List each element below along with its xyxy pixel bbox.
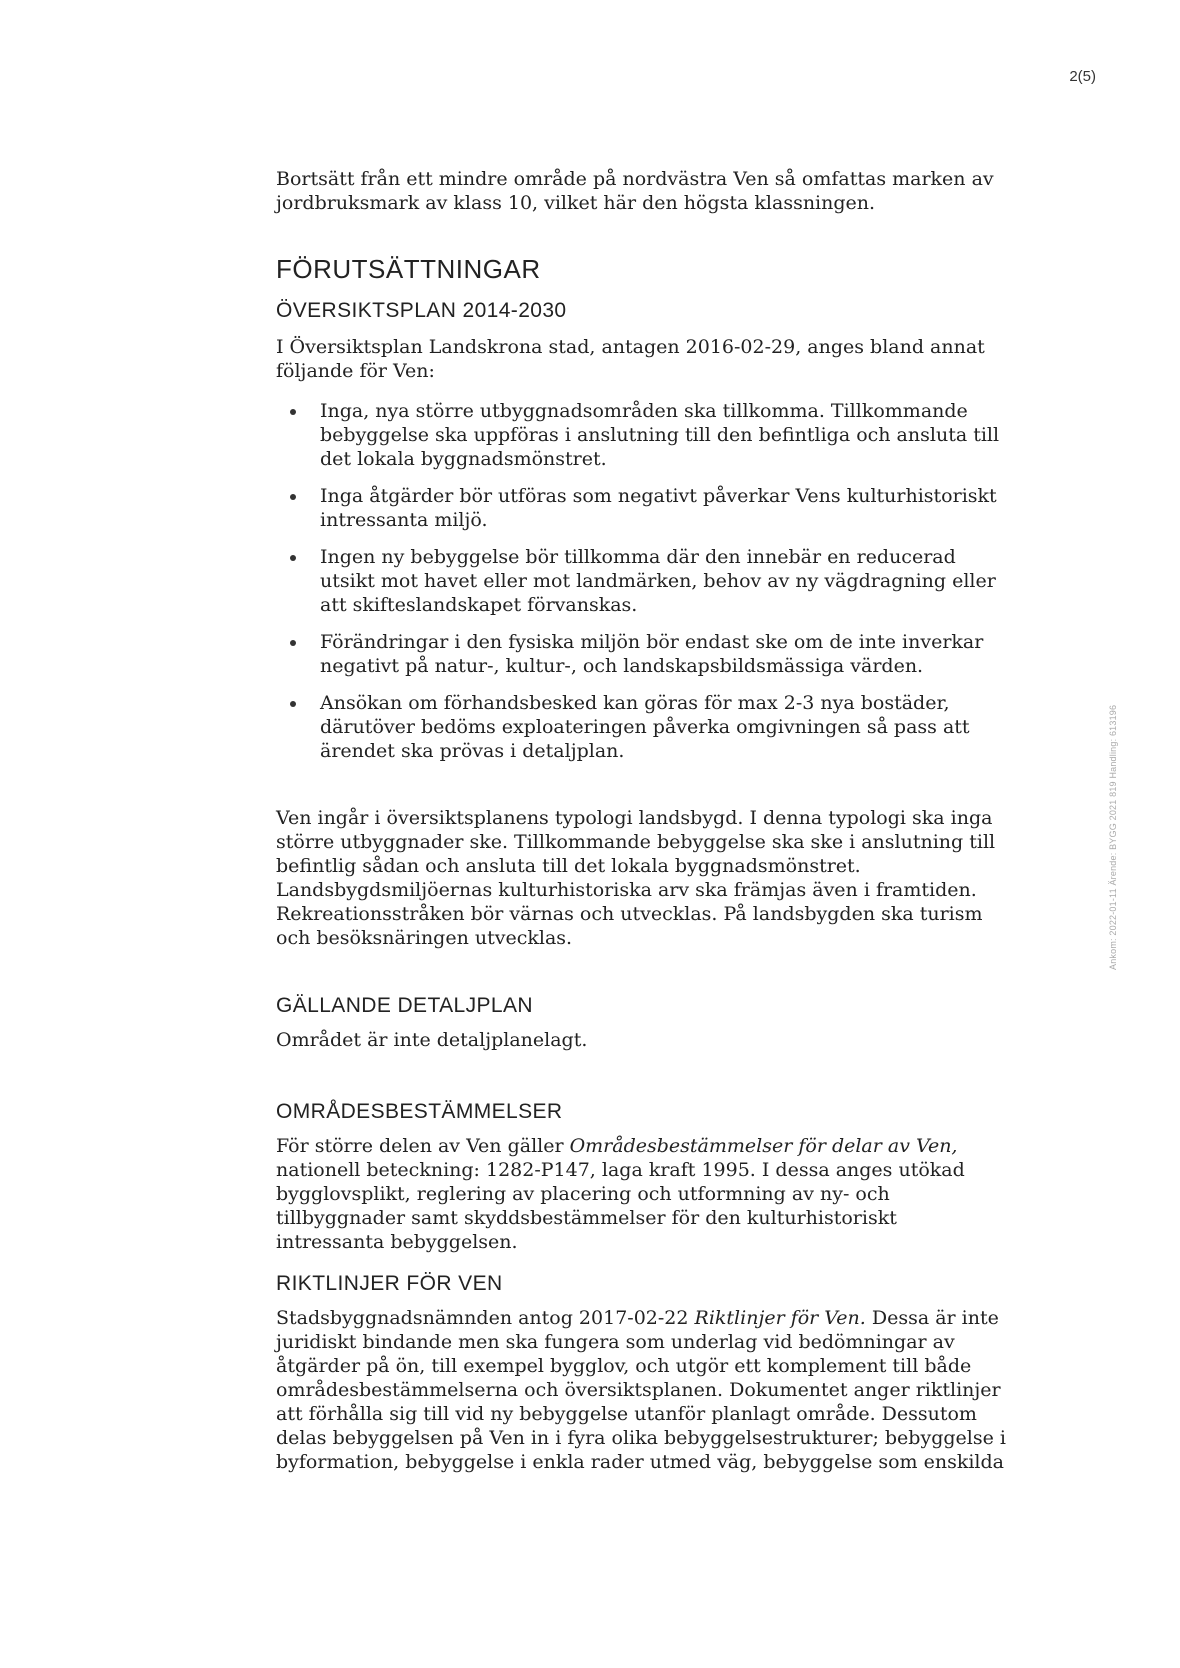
paragraph-text: Dessa är inte juridiskt bindande men ska fungera som underlag vid bedömningar av åtgärder på ön, till exempel bygglov, och utgör ett komplement till både områdesbestämmelserna och översiktsplanen. Dokumentet anger riktlinjer att förhålla sig till vid ny bebyggelse utanför planlagt område. Dessutom delas bebyggelsen på Ven in i fyra olika bebyggelsestrukturer; bebyggelse i byformation, bebyggelse i enkla rader utmed väg, bebyggelse som enskilda xyxy=(276,1307,1006,1473)
document-title-italic: Områdesbestämmelser för delar av Ven, xyxy=(569,1135,958,1157)
detaljplan-text: Området är inte detaljplanelagt. xyxy=(276,1029,588,1051)
section-heading: FÖRUTSÄTTNINGAR xyxy=(276,254,541,284)
oversiktsplan-section xyxy=(276,299,1006,776)
omradesbestammelser-paragraph xyxy=(276,1134,1006,1254)
detaljplan-section xyxy=(276,994,1006,1052)
list-item xyxy=(276,484,1006,532)
list-item-text: Förändringar i den fysiska miljön bör endast ske om de inte inverkar negativt på natur-, kultur-, och landskapsbildsmässiga värden. xyxy=(320,631,984,677)
archive-stamp: Ankom: 2022-01-11 Ärende: BYGG 2021 819 Handling: 613196 xyxy=(1108,704,1118,970)
list-item xyxy=(276,545,1006,617)
subsection-heading: RIKTLINJER FÖR VEN xyxy=(276,1272,503,1295)
paragraph-text: För större delen av Ven gäller xyxy=(276,1135,570,1157)
bullet-icon xyxy=(290,701,296,707)
page-number: 2(5) xyxy=(1069,68,1096,85)
bullet-icon xyxy=(290,640,296,646)
subsection-heading: OMRÅDESBESTÄMMELSER xyxy=(276,1100,563,1123)
list-item xyxy=(276,630,1006,678)
list-item-text: Ansökan om förhandsbesked kan göras för max 2-3 nya bostäder, därutöver bedöms exploateringen påverka omgivningen så pass att ärendet ska prövas i detaljplan. xyxy=(320,692,970,762)
bullet-icon xyxy=(290,409,296,415)
intro-paragraph: Bortsätt från ett mindre område på nordvästra Ven så omfattas marken av jordbruksmark av klass 10, vilket här den högsta klassningen. xyxy=(276,168,994,214)
list-item-text: Inga, nya större utbyggnadsområden ska tillkomma. Tillkommande bebyggelse ska uppföras i anslutning till den befintliga och ansluta till det lokala byggnadsmönstret. xyxy=(320,400,1000,470)
list-item xyxy=(276,399,1006,471)
paragraph-text: Stadsbyggnadsnämnden antog 2017-02-22 xyxy=(276,1307,695,1329)
riktlinjer-paragraph xyxy=(276,1306,1006,1474)
omradesbestammelser-section xyxy=(276,1100,1006,1254)
forutsattningar-section xyxy=(276,254,1006,285)
list-item-text: Inga åtgärder bör utföras som negativt påverkar Vens kulturhistoriskt intressanta miljö. xyxy=(320,485,997,531)
subsection-heading: GÄLLANDE DETALJPLAN xyxy=(276,994,533,1017)
typologi-section xyxy=(276,806,1006,950)
oversiktsplan-closing-paragraph: Ven ingår i översiktsplanens typologi landsbygd. I denna typologi ska inga större utbyggnader ske. Tillkommande bebyggelse ska ske i anslutning till befintlig sådan och ansluta till det lokala byggnadsmönstret. Landsbygdsmiljöernas kulturhistoriska arv ska främjas även i framtiden. Rekreationsstråken bör värnas och utvecklas. På landsbygden ska turism och besöksnäringen utvecklas. xyxy=(276,807,996,949)
paragraph-text: nationell beteckning: 1282-P147, laga kraft 1995. I dessa anges utökad bygglovsplikt, reglering av placering och utformning av ny- och tillbyggnader samt skyddsbestämmelser för den kulturhistoriskt intressanta bebyggelsen. xyxy=(276,1159,965,1253)
oversiktsplan-bullet-list xyxy=(276,399,1006,763)
list-item-text: Ingen ny bebyggelse bör tillkomma där den innebär en reducerad utsikt mot havet eller mot landmärken, behov av ny vägdragning eller att skifteslandskapet förvanskas. xyxy=(320,546,996,616)
subsection-heading: ÖVERSIKTSPLAN 2014-2030 xyxy=(276,299,567,322)
oversiktsplan-intro: I Översiktsplan Landskrona stad, antagen 2016-02-29, anges bland annat följande för Ven: xyxy=(276,336,985,382)
riktlinjer-section xyxy=(276,1272,1006,1474)
list-item xyxy=(276,691,1006,763)
bullet-icon xyxy=(290,494,296,500)
intro-section xyxy=(276,167,1006,215)
bullet-icon xyxy=(290,555,296,561)
document-title-italic: Riktlinjer för Ven. xyxy=(694,1307,866,1329)
